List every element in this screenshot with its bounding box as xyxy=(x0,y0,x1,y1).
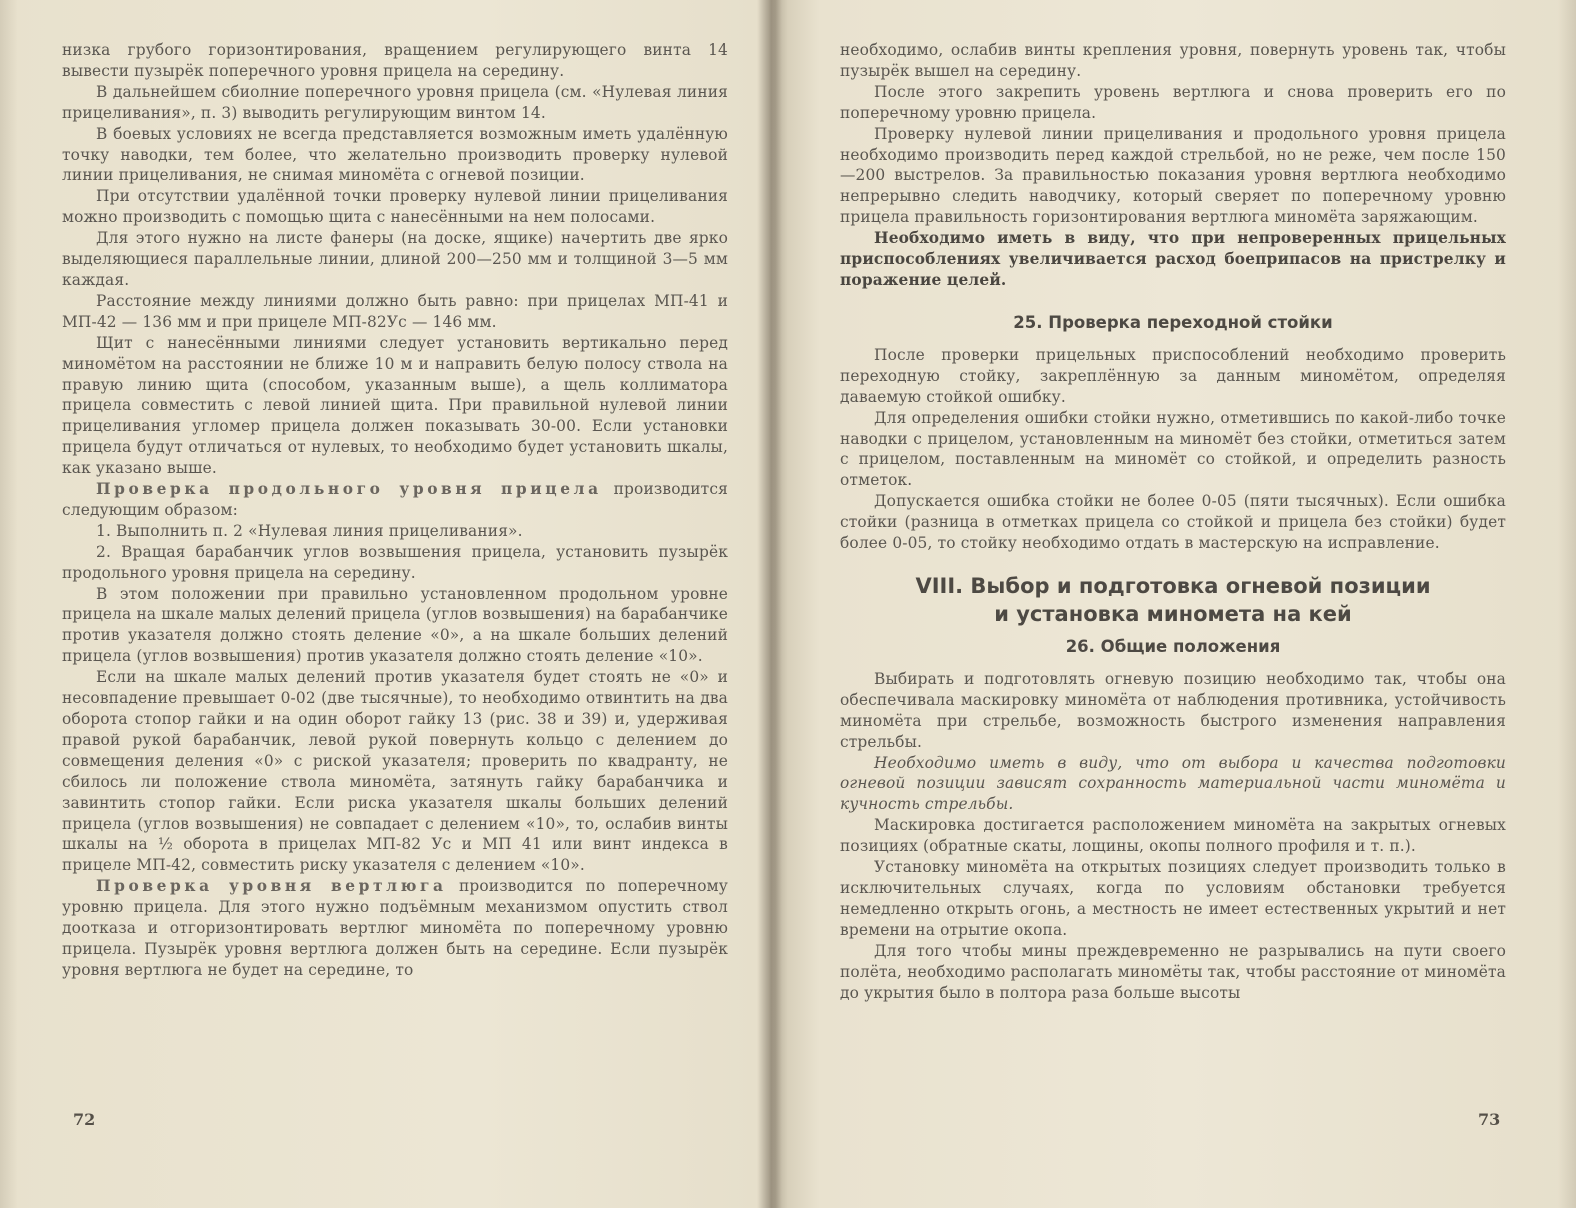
chapter-title xyxy=(840,572,1506,628)
chapter-title-line-1: VIII. Выбор и подготовка огневой позиции xyxy=(915,573,1431,598)
left-page xyxy=(62,40,728,981)
paragraph: Для определения ошибки стойки нужно, отметившись по какой-либо точке наводки с прицелом, установленным на миномёт без стойки, отметиться затем с прицелом, поставленным на миномёт со стойкой, и определить разность отметок. xyxy=(840,408,1506,490)
paragraph: Проверку нулевой линии прицеливания и продольного уровня прицела необходимо производить перед каждой стрельбой, но не реже, чем после 150—200 выстрелов. За правильностью показания уровня вертлюга необходимо непрерывно следить наводчику, который сверяет по поперечному уровню прицела правильность горизонтирования вертлюга миномёта заряжающим. xyxy=(840,124,1506,227)
page-number-left: 72 xyxy=(73,1110,96,1129)
paragraph: В этом положении при правильно установленном продольном уровне прицела на шкале малых делений прицела (углов возвышения) на барабанчике против указателя должно стоять деление «0», а на шкале больших делений прицела (углов возвышения) против указателя должно стоять деление «10». xyxy=(62,584,728,666)
paragraph: При отсутствии удалённой точки проверку нулевой линии прицеливания можно производить с помощью щита с нанесёнными на нем полосами. xyxy=(62,187,728,227)
section-26-title: 26. Общие положения xyxy=(1065,636,1281,656)
chapter-title-line-2: и установка миномета на кей xyxy=(994,601,1352,626)
paragraph: необходимо, ослабив винты крепления уровня, повернуть уровень так, чтобы пузырёк вышел на середину. xyxy=(840,41,1506,80)
paragraph: После этого закрепить уровень вертлюга и снова проверить его по поперечному уровню прицела. xyxy=(840,82,1506,122)
check-long-text: производится следующим образом: xyxy=(62,480,728,519)
check-swivel-text: производится по поперечному уровню прицела. Для этого нужно подъёмным механизмом опустить ствол доотказа и отгоризонтировать вертлюг миномёта по поперечному уровню прицела. Пузырёк уровня вертлюга должен быть на середине. Если пузырёк уровня вертлюга не будет на середине, то xyxy=(62,877,729,979)
paragraph: Допускается ошибка стойки не более 0-05 (пяти тысячных). Если ошибка стойки (разница в отметках прицела со стойкой и прицела без стойки) будет более 0-05, то стойку необходимо отдать в мастерскую на исправление. xyxy=(840,492,1506,553)
paragraph: После проверки прицельных приспособлений необходимо проверить переходную стойку, закреплённую за данным миномётом, определяя даваемую стойкой ошибку. xyxy=(840,345,1506,406)
left-edge-shadow xyxy=(0,0,18,1208)
paragraph: Маскировка достигается расположением миномёта на закрытых огневых позициях (обратные скаты, лощины, окопы полного профиля и т. п.). xyxy=(840,816,1506,856)
check-long-paragraph xyxy=(62,479,728,521)
section-25-title: 25. Проверка переходной стойки xyxy=(1013,312,1333,332)
paragraph: Установку миномёта на открытых позициях следует производить только в исключительных случаях, когда по условиям обстановки требуется немедленно открыть огонь, а местность не имеет естественных укрытий и нет времени на отрытие окопа. xyxy=(840,858,1506,939)
paragraph: Если на шкале малых делений против указателя будет стоять не «0» и несовпадение превышает 0-02 (две тысячные), то необходимо отвинтить на два оборота стопор гайки и на один оборот гайку 13 (рис. 38 и 39) и, удерживая правой рукой барабанчик, левой рукой повернуть кольцо с делением до совмещения деления «0» с риской указателя; проверить по квадранту, не сбилось ли положение ствола миномёта, затянуть гайку барабанчика и завинтить стопор гайки. Если риска указателя шкалы больших делений прицела (углов возвышения) не совпадает с делением «10», то, ослабив винты шкалы на ½ оборота в прицелах МП-82 Ус и МП 41 или винт индекса в прицеле МП-42, совместить риску указателя с делением «10». xyxy=(62,668,728,875)
check-swivel-paragraph xyxy=(62,876,728,981)
paragraph: В дальнейшем сбиолние поперечного уровня прицела (см. «Нулевая линия прицеливания», п. 3) выводить регулирующим винтом 14. xyxy=(62,82,728,122)
check-long-label: Проверка продольного уровня прицела xyxy=(96,480,602,499)
paragraph: В боевых условиях не всегда представляется возможным иметь удалённую точку наводки, тем более, что желательно производить проверку нулевой линии прицеливания, не снимая миномёта с огневой позиции. xyxy=(62,124,728,185)
page-number-right: 73 xyxy=(1478,1110,1501,1129)
paragraph: Для того чтобы мины преждевременно не разрывались на пути своего полёта, необходимо располагать миномёты так, чтобы расстояние от миномёта до укрытия было в полтора раза больше высоты xyxy=(840,941,1506,1002)
paragraph: Щит с нанесёнными линиями следует установить вертикально перед миномётом на расстоянии не ближе 10 м и направить белую полосу ствола на правую линию щита (способом, указанным выше), а щель коллиматора прицела совместить с левой линией щита. При правильной нулевой линии прицеливания угломер прицела должен показывать 30-00. Если установки прицела будут отличаться от нулевых, то необходимо будет установить шкалы, как указано выше. xyxy=(62,333,728,478)
paragraph: низка грубого горизонтирования, вращением регулирующего винта 14 вывести пузырёк поперечного уровня прицела на середину. xyxy=(62,41,728,80)
right-page xyxy=(840,40,1506,1003)
check-swivel-label: Проверка уровня вертлюга xyxy=(96,877,447,896)
paragraph: Расстояние между линиями должно быть равно: при прицелах МП-41 и МП-42 — 136 мм и при прицеле МП-82Ус — 146 мм. xyxy=(62,291,728,331)
step-item: 2. Вращая барабанчик углов возвышения прицела, установить пузырёк продольного уровня прицела на середину. xyxy=(62,542,728,582)
paragraph: Для этого нужно на листе фанеры (на доске, ящике) начертить две ярко выделяющиеся параллельные линии, длиной 200—250 мм и толщиной 3—5 мм каждая. xyxy=(62,229,728,289)
right-edge-shadow xyxy=(1558,0,1576,1208)
book-gutter xyxy=(758,0,782,1208)
paragraph: Выбирать и подготовлять огневую позицию необходимо так, чтобы она обеспечивала маскировку миномёта от наблюдения противника, устойчивость миномёта при стрельбе, возможность быстрого изменения направления стрельбы. xyxy=(840,669,1506,751)
warning-paragraph: Необходимо иметь в виду, что при непроверенных прицельных приспособлениях увеличивается расход боеприпасов на пристрелку и поражение целей. xyxy=(840,229,1506,289)
step-item: 1. Выполнить п. 2 «Нулевая линия прицеливания». xyxy=(96,521,523,540)
italic-note: Необходимо иметь в виду, что от выбора и качества подготовки огневой позиции зависят сохранность материальной части миномёта и кучность стрельбы. xyxy=(840,753,1506,814)
